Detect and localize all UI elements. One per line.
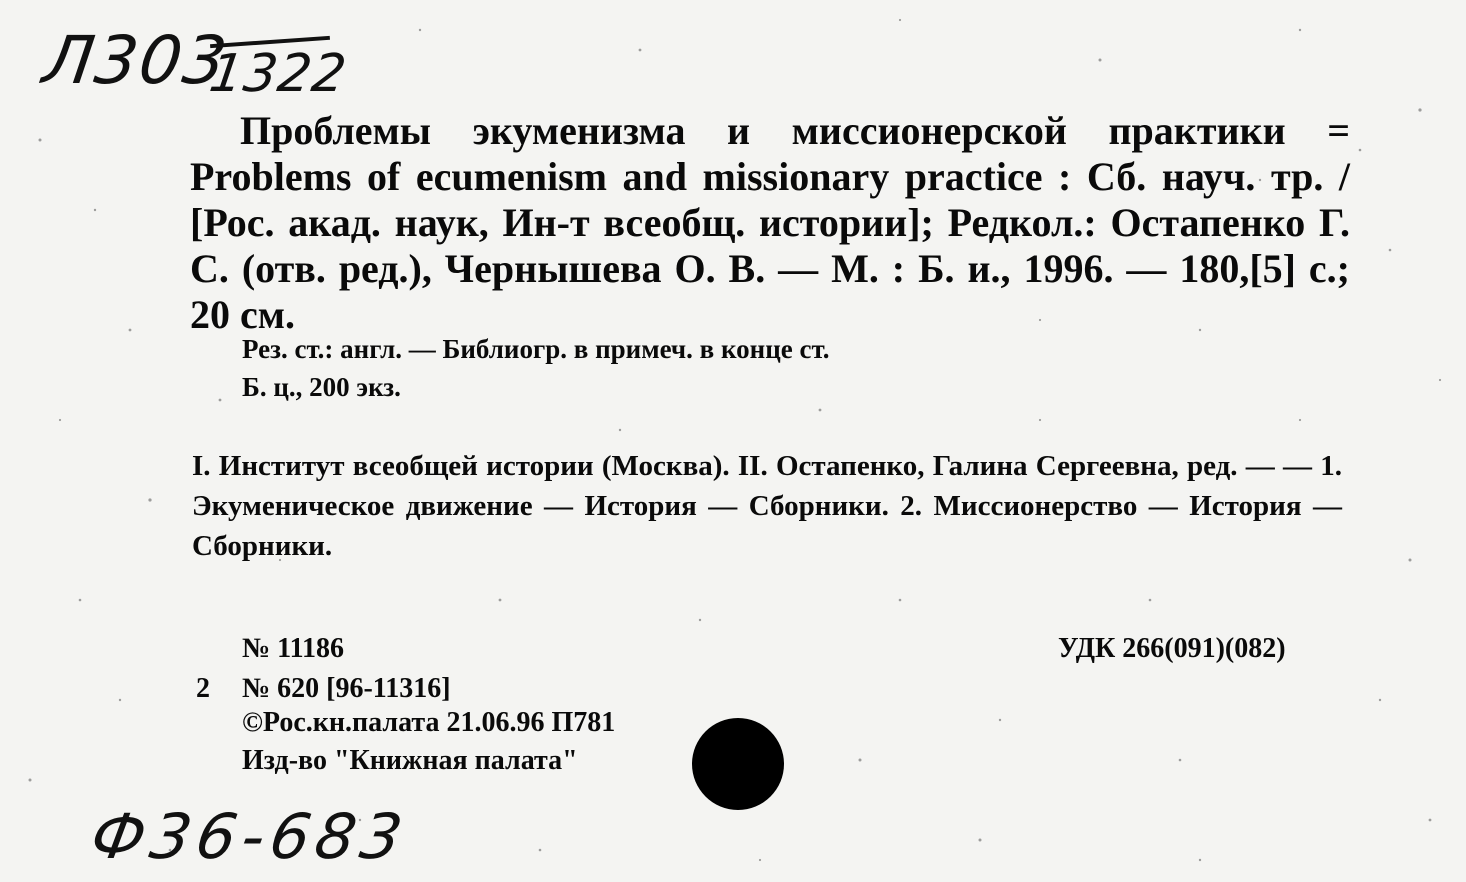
udk-code: УДК 266(091)(082): [1058, 633, 1286, 664]
book-chamber-stamp: ©Рос.кн.палата 21.06.96 П781: [242, 707, 616, 738]
copy-prefix: 2: [196, 673, 210, 704]
record-number: № 11186: [242, 633, 345, 664]
main-entry-text: Проблемы экуменизма и миссионерской практики = Problems of ecumenism and missionary practice : Сб. науч. тр. / [Рос. акад. наук, Ин-т всеобщ. истории]; Редкол.: Остапенко Г. С. (отв. ред.), Чернышева О. В. — М. : Б. и., 1996. — 180,[5] с.; 20 см.: [190, 108, 1350, 337]
copy-line: [196, 672, 451, 706]
note-summary: Рез. ст.: англ. — Библиогр. в примеч. в конце ст.: [242, 334, 830, 364]
publisher-line: Изд-во "Книжная палата": [242, 745, 578, 776]
copy-number: № 620 [96-11316]: [242, 673, 451, 704]
handwritten-call-number: Л303: [38, 22, 234, 99]
handwritten-registry-number: Ф36-683: [85, 800, 414, 873]
bibliographic-description: [190, 108, 1350, 338]
subject-headings-text: I. Институт всеобщей истории (Москва). II. Остапенко, Галина Сергеевна, ред. — — 1. Экуменическое движение — История — Сборники. 2. Миссионерство — История — Сборники.: [192, 450, 1342, 562]
subject-headings: [192, 446, 1342, 566]
handwritten-call-sub: 1322: [205, 44, 351, 104]
note-price: Б. ц., 200 экз.: [242, 372, 401, 402]
punch-hole: [692, 718, 784, 810]
